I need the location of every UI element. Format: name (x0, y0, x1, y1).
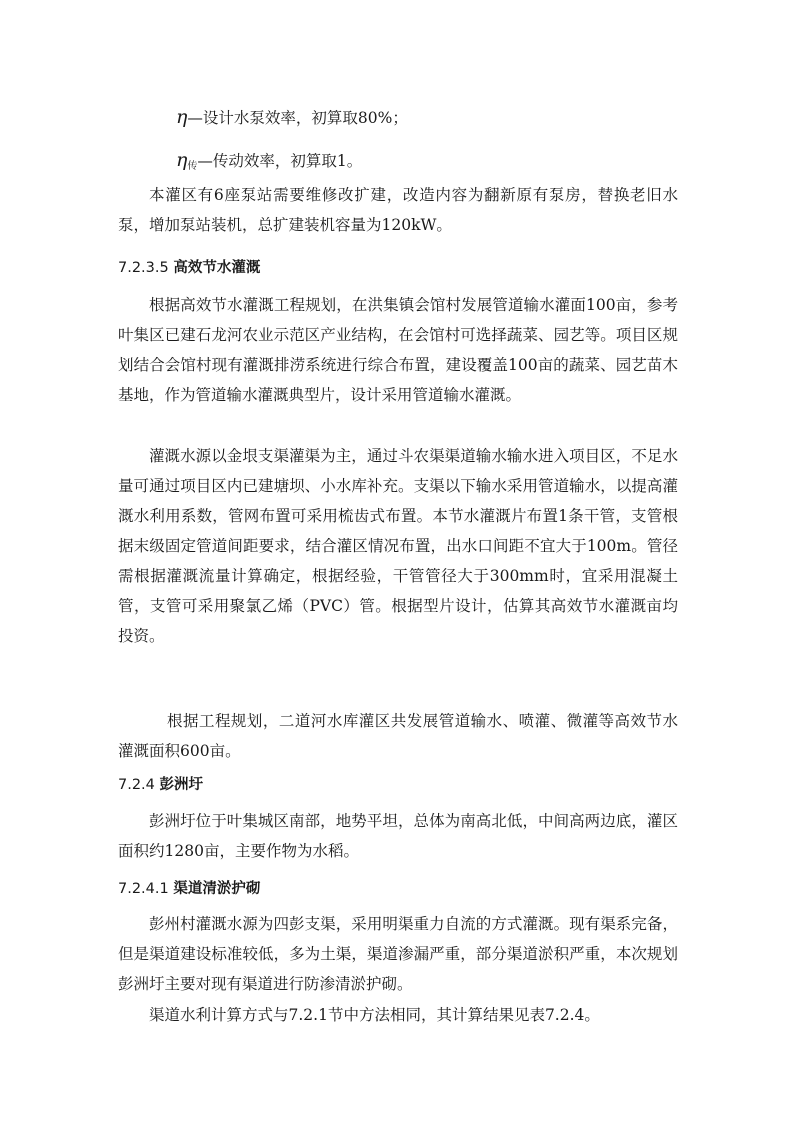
section-heading-7-2-4-1 (118, 879, 260, 899)
paragraph-canal-status: 彭州村灌溉水源为四彭支渠，采用明渠重力自流的方式灌溉。现有渠系完备，但是渠道建设标准较低，多为土渠，渠道渗漏严重，部分渠道淤积严重，本次规划彭洲圩主要对现有渠道进行防渗清淤护砌。 (118, 915, 678, 993)
section-number: 7.2.4.1 (118, 881, 169, 897)
efficiency-definition-transmission (176, 150, 362, 177)
definition-text: —设计水泵效率，初算取80%； (187, 109, 408, 127)
section-heading-7-2-4 (118, 775, 203, 795)
paragraph-planning-area: 根据工程规划，二道河水库灌区共发展管道输水、喷灌、微灌等高效节水灌溉面积600亩。 (118, 712, 678, 760)
paragraph-pump-stations: 本灌区有6座泵站需要维修改扩建，改造内容为翻新原有泵房，替换老旧水泵，增加泵站装机，总扩建装机容量为120kW。 (118, 186, 678, 234)
definition-text: —传动效率，初算取1。 (197, 152, 363, 170)
section-title: 渠道清淤护砌 (173, 881, 261, 897)
section-number: 7.2.3.5 (118, 260, 169, 276)
efficiency-definition-pump (176, 107, 408, 128)
eta-symbol: η (176, 149, 188, 171)
eta-subscript: 传 (187, 161, 198, 172)
eta-symbol: η (176, 106, 188, 128)
section-title: 高效节水灌溉 (173, 260, 261, 276)
paragraph-irrigation-plan: 根据高效节水灌溉工程规划，在洪集镇会馆村发展管道输水灌面100亩，参考叶集区已建石龙河农业示范区产业结构，在会馆村可选择蔬菜、园艺等。项目区规划结合会馆村现有灌溉排涝系统进行综合布置，建设覆盖100亩的蔬菜、园艺苗木基地，作为管道输水灌溉典型片，设计采用管道输水灌溉。 (118, 296, 678, 404)
section-number: 7.2.4 (118, 777, 155, 793)
section-title: 彭洲圩 (159, 777, 204, 793)
section-heading-7-2-3-5 (118, 258, 260, 278)
paragraph-pengzhou-location: 彭洲圩位于叶集城区南部，地势平坦，总体为南高北低，中间高两边底，灌区面积约1280亩，主要作物为水稻。 (118, 812, 678, 860)
paragraph-calculation-reference: 渠道水利计算方式与7.2.1节中方法相同，其计算结果见表7.2.4。 (149, 1006, 600, 1024)
paragraph-water-source: 灌溉水源以金垠支渠灌渠为主，通过斗农渠渠道输水输水进入项目区，不足水量可通过项目区内已建塘坝、小水库补充。支渠以下输水采用管道输水，以提高灌溉水利用系数，管网布置可采用梳齿式布置。本节水灌溉片布置1条干管，支管根据末级固定管道间距要求，结合灌区情况布置，出水口间距不宜大于100m。管径需根据灌溉流量计算确定，根据经验，干管管径大于300mm时，宜采用混凝土管，支管可采用聚氯乙烯（PVC）管。根据型片设计，估算其高效节水灌溉亩均投资。 (118, 447, 678, 645)
